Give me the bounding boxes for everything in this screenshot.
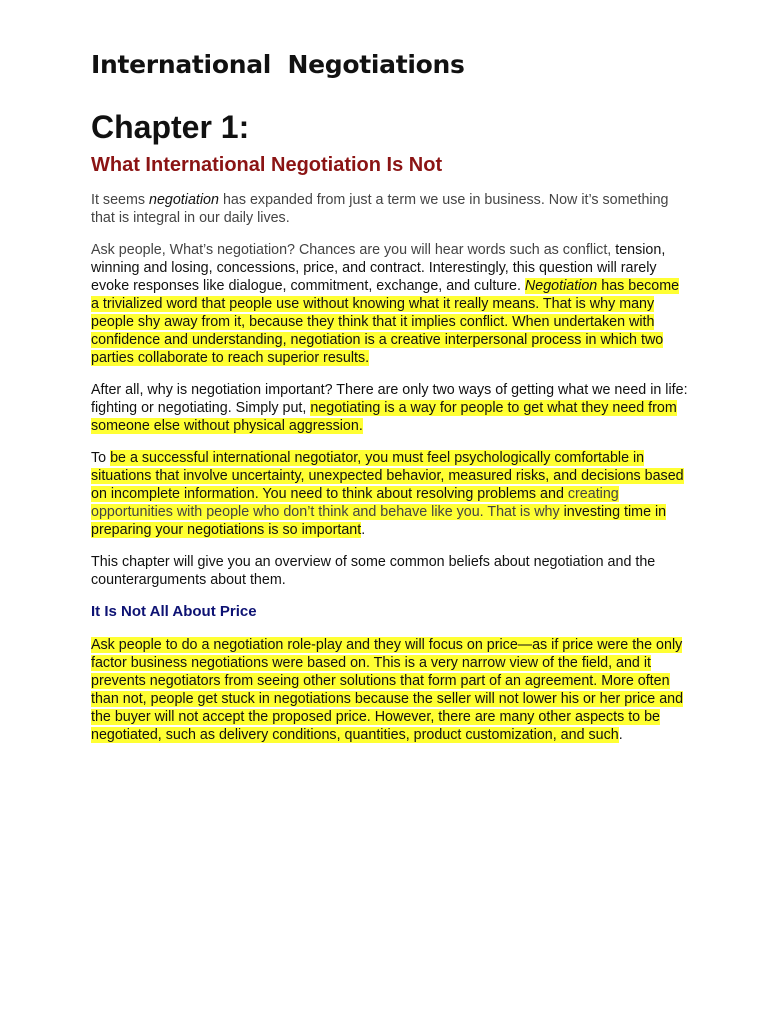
highlight: Ask people to do a negotiation role-play and they will focus on price—as if price were the only factor business negotiations were based on. This is a very narrow view of the field, and it prevents negotiators from seeing other solutions that form part of an agreement. More often than not, people get stuck in negotiations because the seller will not lower his or her price and the buyer will not accept the proposed price. However, there are many other aspects to be negotiated, such as delivery conditions, quantities, product customization, and such [91, 637, 684, 743]
paragraph-chapter-overview: This chapter will give you an overview of some common beliefs about negotiation and the counterarguments about them. [91, 554, 656, 588]
paragraph-why-important: After all, why is negotiation important? There are only two ways of getting what we need in life: fighting or negotiating. Simply put, negotiating is a way for people to get what they need from someone else without physical aggression. [91, 382, 688, 434]
paragraph-ask-people: Ask people, What’s negotiation? Chances are you will hear words such as conflict, tension, winning and losing, concessions, price, and contract. Interestingly, this question will rarely evoke responses like dialogue, commitment, exchange, and culture. Negotiation has become a trivialized word that people use without knowing what it really means. That is why many people shy away from it, because they think that it implies conflict. When undertaken with confidence and understanding, negotiation is a creative interpersonal process in which two parties collaborate to reach superior results. [91, 242, 680, 366]
document-title-part1: International [91, 50, 272, 79]
document-title [91, 50, 691, 79]
chapter-subtitle: What International Negotiation Is Not [91, 154, 443, 176]
paragraph-intro: It seems negotiation has expanded from just a term we use in business. Now it’s something that is integral in our daily lives. [91, 192, 669, 226]
highlight: negotiating is a way for people to get what they need from someone else without physical aggression. [91, 400, 677, 434]
paragraph-price: Ask people to do a negotiation role-play and they will focus on price—as if price were the only factor business negotiations were based on. This is a very narrow view of the field, and it prevents negotiators from seeing other solutions that form part of an agreement. More often than not, people get stuck in negotiations because the seller will not lower his or her price and the buyer will not accept the proposed price. However, there are many other aspects to be negotiated, such as delivery conditions, quantities, product customization, and such. [91, 637, 684, 743]
highlight: be a successful international negotiator, you must feel psychologically comfortable in situations that involve uncertainty, unexpected behavior, measured risks, and decisions based on incomplete information. You need to think about resolving problems and creating opportunities with people who don’t think and behave like you. That is why investing time in preparing your negotiations is so important [91, 450, 684, 538]
chapter-heading: Chapter 1: [91, 109, 250, 145]
paragraph-successful-negotiator: To be a successful international negotiator, you must feel psychologically comfortable in situations that involve uncertainty, unexpected behavior, measured risks, and decisions based on incomplete information. You need to think about resolving problems and creating opportunities with people who don’t think and behave like you. That is why investing time in preparing your negotiations is so important. [91, 450, 684, 538]
emphasis-negotiation: negotiation [149, 192, 219, 208]
section-heading: It Is Not All About Price [91, 603, 257, 620]
document-page [91, 50, 691, 758]
highlight: Negotiation has become a trivialized word that people use without knowing what it really means. That is why many people shy away from it, because they think that it implies conflict. When undertaken with confidence and understanding, negotiation is a creative interpersonal process in which two parties collaborate to reach superior results. [91, 278, 680, 366]
document-title-part2: Negotiations [287, 50, 465, 79]
